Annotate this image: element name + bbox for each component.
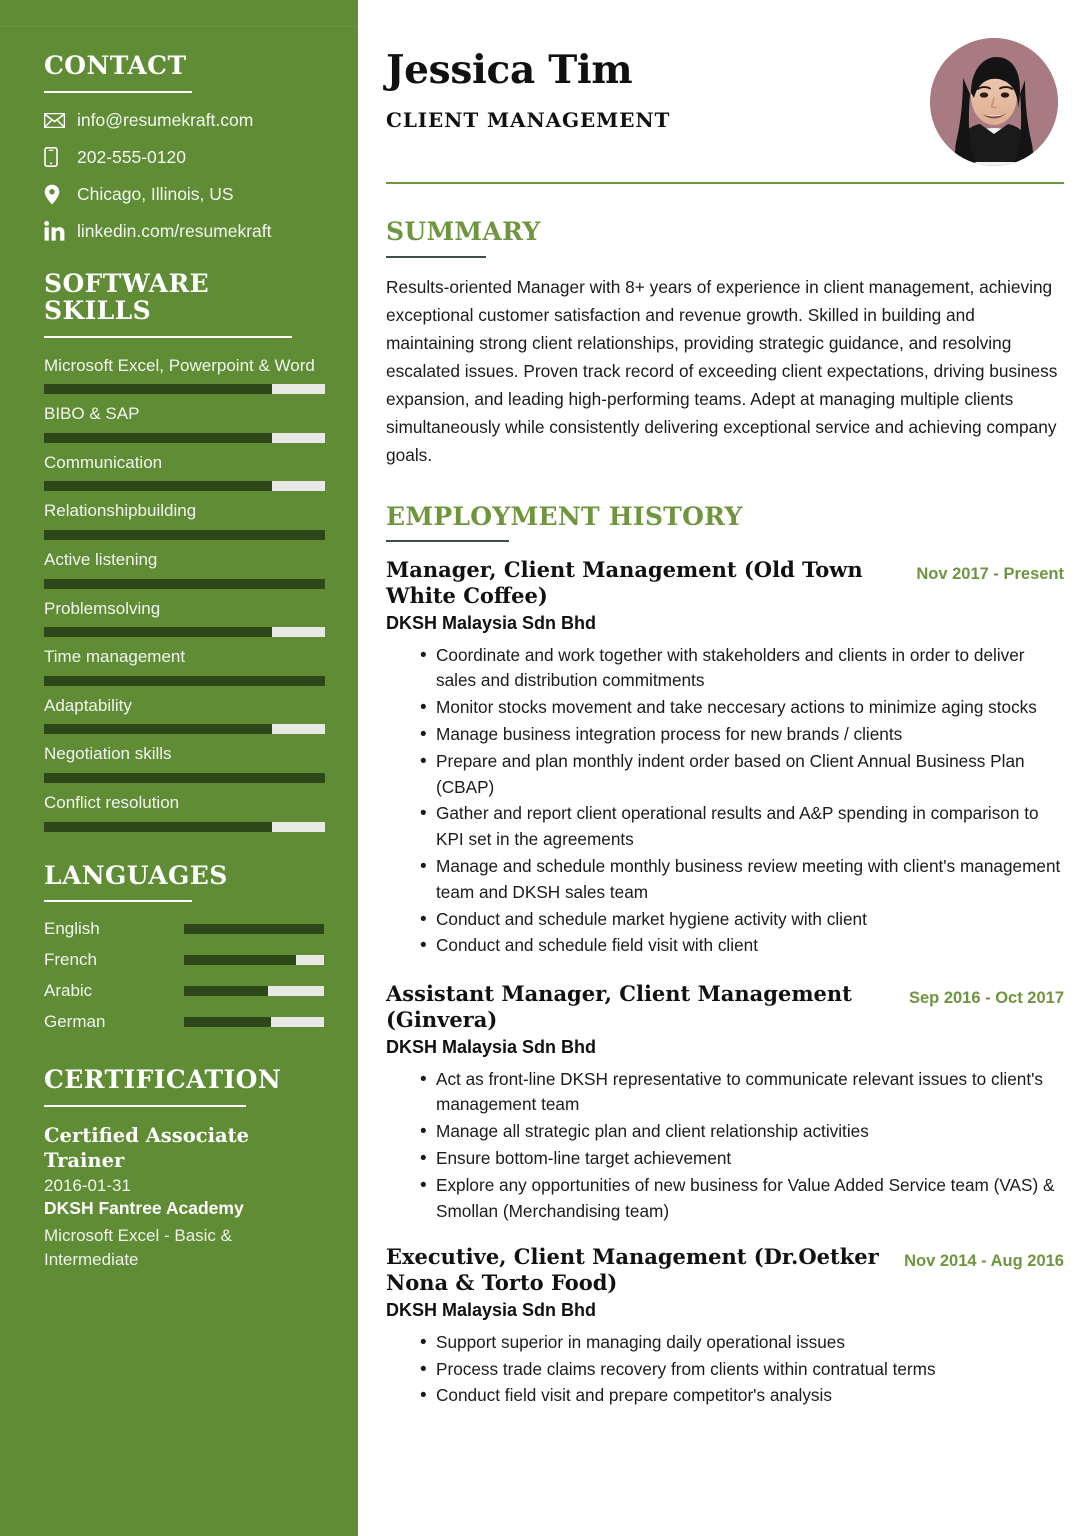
language-item (44, 919, 324, 939)
language-bar-fill (184, 955, 296, 965)
skill-bar-track (44, 384, 325, 394)
skill-bar-track (44, 724, 325, 734)
job-bullet: • Conduct and schedule field visit with client (420, 933, 1064, 959)
skill-item (44, 500, 324, 540)
languages-heading: LANGUAGES (44, 860, 228, 890)
job-role-subtitle: CLIENT MANAGEMENT (386, 107, 671, 132)
skill-bar-track (44, 530, 325, 540)
job-date-range: Nov 2017 - Present (916, 565, 1064, 584)
resume-header (386, 36, 1064, 166)
language-bar-track (184, 955, 324, 965)
skill-label: Microsoft Excel, Powerpoint & Word (44, 355, 315, 375)
skill-bar-fill (44, 627, 272, 637)
employment-history-heading: EMPLOYMENT HISTORY (386, 501, 743, 531)
job-entry (386, 981, 1064, 1224)
job-bullet: • Monitor stocks movement and take neccesary actions to minimize aging stocks (420, 695, 1064, 721)
contact-section (44, 52, 324, 242)
skill-item (44, 452, 324, 492)
job-title: Executive, Client Management (Dr.Oetker Nona & Torto Food) (386, 1244, 879, 1296)
skill-item (44, 598, 324, 638)
job-company: DKSH Malaysia Sdn Bhd (386, 613, 597, 634)
skill-label: Active listening (44, 549, 158, 569)
job-header (386, 1244, 1064, 1322)
job-title: Manager, Client Management (Old Town White Coffee) (386, 557, 863, 609)
envelope-icon (44, 113, 68, 128)
job-bullet: • Explore any opportunities of new business for Value Added Service team (VAS) & Smollan (Merchandising team) (420, 1173, 1064, 1225)
certification-heading-rule (44, 1105, 246, 1107)
skill-label: Conflict resolution (44, 792, 180, 812)
skill-bar-fill (44, 676, 325, 686)
skill-item (44, 695, 324, 735)
job-bullet: • Gather and report client operational results and A&P spending in comparison to KPI set in the agreements (420, 801, 1064, 853)
skill-label: BIBO & SAP (44, 404, 140, 424)
software-skills-heading-rule (44, 336, 292, 338)
skill-bar-track (44, 481, 325, 491)
language-bar-track (184, 1017, 324, 1027)
language-label: Arabic (44, 981, 93, 1001)
certification-heading: CERTIFICATION (44, 1065, 282, 1095)
language-item (44, 950, 324, 970)
language-bar-track (184, 924, 324, 934)
job-bullet: • Act as front-line DKSH representative to communicate relevant issues to client's management team (420, 1067, 1064, 1119)
job-date-range: Sep 2016 - Oct 2017 (908, 989, 1064, 1008)
contact-phone-text: 202-555-0120 (77, 146, 186, 167)
certification-organization: DKSH Fantree Academy (44, 1198, 244, 1219)
skill-bar-fill (44, 384, 272, 394)
contact-heading-rule (44, 91, 192, 93)
job-company: DKSH Malaysia Sdn Bhd (386, 1300, 597, 1321)
certification-title: Certified Associate Trainer (44, 1123, 250, 1172)
job-bullet: • Support superior in managing daily operational issues (420, 1330, 1064, 1356)
skill-label: Negotiation skills (44, 744, 172, 764)
language-label: French (44, 950, 97, 970)
employment-history-section (386, 503, 1064, 1410)
skill-item (44, 646, 324, 686)
language-label: English (44, 919, 100, 939)
job-bullet: • Ensure bottom-line target achievement (420, 1146, 1064, 1172)
skill-bar-fill (44, 724, 272, 734)
job-bullet-list (386, 643, 1064, 960)
languages-section (44, 862, 324, 1033)
job-entry (386, 1244, 1064, 1409)
location-pin-icon (44, 184, 68, 205)
job-company: DKSH Malaysia Sdn Bhd (386, 1037, 597, 1058)
contact-location-text: Chicago, Illinois, US (77, 183, 234, 204)
job-date-range: Nov 2014 - Aug 2016 (904, 1252, 1064, 1271)
language-bar-fill (184, 924, 324, 934)
job-bullet-list (386, 1330, 1064, 1409)
language-bar-track (184, 986, 324, 996)
summary-heading-rule (386, 256, 486, 258)
job-title-block (386, 557, 896, 635)
sidebar (0, 0, 358, 1536)
skill-item (44, 743, 324, 783)
contact-item-location (44, 184, 324, 205)
contact-item-email[interactable] (44, 110, 324, 131)
header-text-block (386, 36, 930, 132)
job-bullet: • Manage all strategic plan and client relationship activities (420, 1119, 1064, 1145)
skill-bar-fill (44, 481, 272, 491)
skill-bar-track (44, 627, 325, 637)
job-bullet: • Manage and schedule monthly business review meeting with client's management team and DKSH sales team (420, 854, 1064, 906)
skill-bar-fill (44, 822, 272, 832)
job-title: Assistant Manager, Client Management (Ginvera) (386, 981, 852, 1033)
skill-bar-fill (44, 433, 272, 443)
certification-date: 2016-01-31 (44, 1175, 131, 1195)
contact-item-phone[interactable] (44, 147, 324, 168)
avatar (930, 38, 1058, 166)
job-bullet: • Conduct and schedule market hygiene activity with client (420, 907, 1064, 933)
header-divider (386, 182, 1064, 184)
skill-item (44, 549, 324, 589)
summary-section (386, 218, 1064, 469)
language-item (44, 981, 324, 1001)
skill-label: Problemsolving (44, 598, 161, 618)
contact-heading: CONTACT (44, 51, 187, 80)
skill-bar-fill (44, 773, 325, 783)
skill-label: Relationshipbuilding (44, 501, 197, 521)
job-bullet: • Process trade claims recovery from clients within contratual terms (420, 1357, 1064, 1383)
main-content (358, 0, 1086, 1536)
skill-label: Time management (44, 647, 186, 667)
job-header (386, 981, 1064, 1059)
contact-email-text: info@resumekraft.com (77, 109, 254, 130)
contact-linkedin-text: linkedin.com/resumekraft (77, 220, 272, 241)
job-bullet: • Manage business integration process for new brands / clients (420, 722, 1064, 748)
job-title-block (386, 1244, 896, 1322)
skill-bar-fill (44, 530, 325, 540)
skill-bar-track (44, 433, 325, 443)
skill-bar-track (44, 676, 325, 686)
software-skills-section (44, 270, 324, 832)
certification-description: Microsoft Excel - Basic & Intermediate (44, 1226, 232, 1269)
skill-label: Communication (44, 452, 163, 472)
skill-bar-fill (44, 579, 325, 589)
skill-item (44, 792, 324, 832)
certification-section (44, 1066, 324, 1271)
job-bullet-list (386, 1067, 1064, 1225)
job-entry (386, 557, 1064, 959)
sidebar-top-divider (0, 26, 358, 27)
skill-label: Adaptability (44, 695, 132, 715)
skill-item (44, 355, 324, 395)
page-title: Jessica Tim (386, 47, 633, 93)
skill-item (44, 403, 324, 443)
skill-bar-track (44, 822, 325, 832)
languages-heading-rule (44, 900, 192, 902)
job-header (386, 557, 1064, 635)
language-bar-fill (184, 1017, 271, 1027)
summary-text: Results-oriented Manager with 8+ years of experience in client management, achieving exceptional customer satisfaction and revenue growth. Skilled in building and maintaining strong client relationships, providing strategic guidance, and resolving escalated issues. Proven track record of exceeding client expectations, driving business expansion, and leading high-performing teams. Adept at managing multiple clients simultaneously while consistently delivering exceptional service and achieving company goals. (386, 276, 1058, 465)
summary-heading: SUMMARY (386, 217, 541, 246)
phone-icon (44, 147, 68, 167)
job-bullet: • Conduct field visit and prepare competitor's analysis (420, 1383, 1064, 1409)
contact-item-linkedin[interactable] (44, 221, 324, 242)
skill-bar-track (44, 579, 325, 589)
job-bullet: • Prepare and plan monthly indent order based on Client Annual Business Plan (CBAP) (420, 749, 1064, 801)
language-bar-fill (184, 986, 268, 996)
language-item (44, 1012, 324, 1032)
employment-heading-rule (386, 540, 509, 542)
linkedin-icon (44, 221, 68, 241)
skill-bar-track (44, 773, 325, 783)
job-title-block (386, 981, 896, 1059)
contact-list (44, 110, 324, 242)
language-label: German (44, 1012, 106, 1032)
job-bullet: • Coordinate and work together with stakeholders and clients in order to deliver sales and distribution commitments (420, 643, 1064, 695)
software-skills-heading: SOFTWARE SKILLS (44, 268, 210, 325)
